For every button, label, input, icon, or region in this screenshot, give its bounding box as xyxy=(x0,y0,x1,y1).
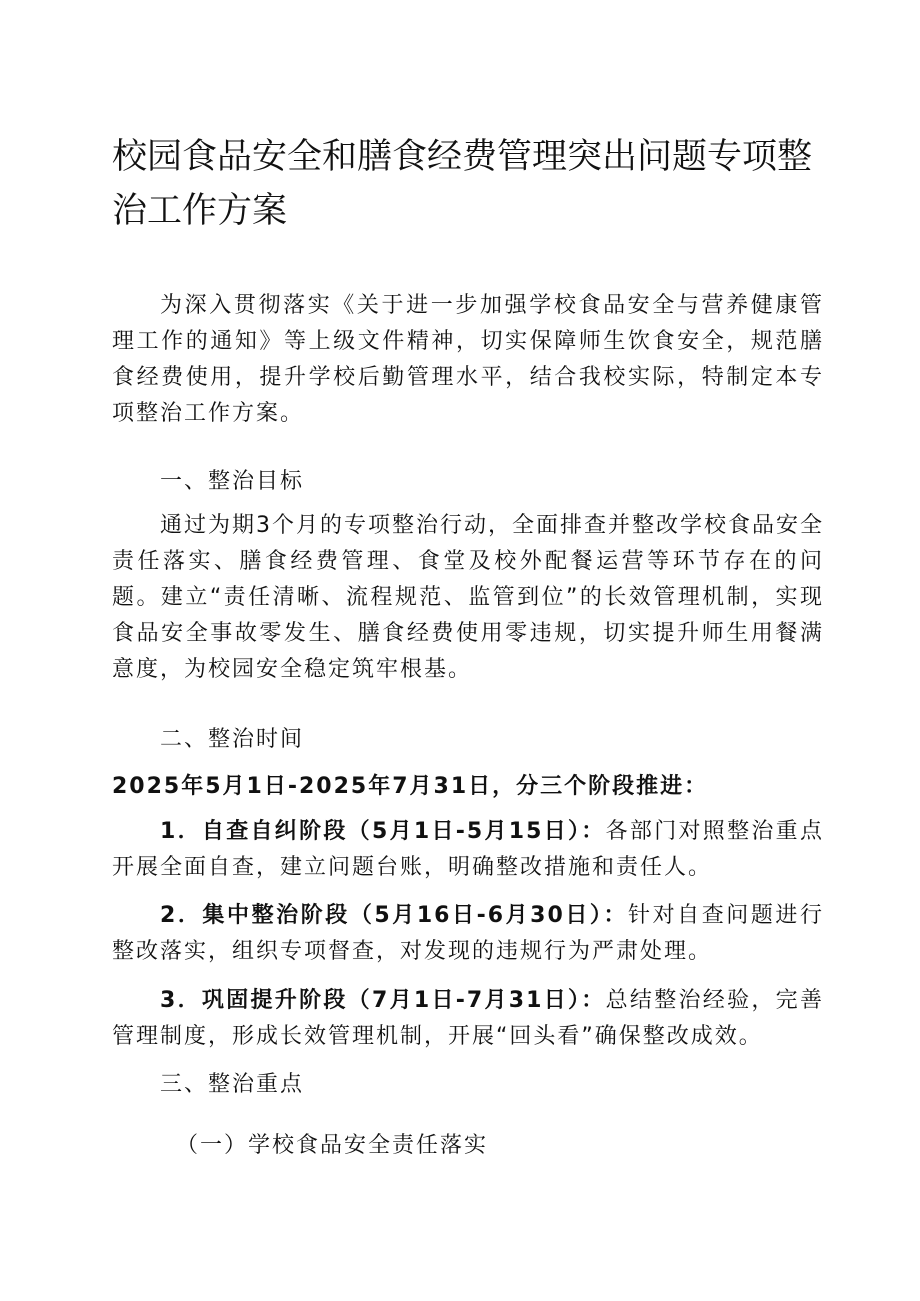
stage-item-3 xyxy=(112,983,824,1055)
document-title: 校园食品安全和膳食经费管理突出问题专项整治工作方案 xyxy=(112,137,813,231)
sub-heading-food-safety: （一）学校食品安全责任落实 xyxy=(176,1133,489,1158)
stage-label-1: 1．自查自纠阶段（5月1日-5月15日）： xyxy=(160,819,606,844)
intro-paragraph: 为深入贯彻落实《关于进一步加强学校食品安全与营养健康管理工作的通知》等上级文件精神，切实保障师生饮食安全，规范膳食经费使用，提升学校后勤管理水平，结合我校实际，特制定本专项整治工作方案。 xyxy=(112,293,824,426)
stage-label-3: 3．巩固提升阶段（7月1日-7月31日）： xyxy=(160,988,606,1013)
stage-text-2: 针对自查问题进行整改落实，组织专项督查，对发现的违规行为严肃处理。 xyxy=(112,903,824,964)
section-heading-focus: 三、整治重点 xyxy=(160,1072,305,1097)
section-heading-time: 二、整治时间 xyxy=(160,727,305,752)
stage-item-1 xyxy=(112,814,824,886)
time-period: 2025年5月1日-2025年7月31日，分三个阶段推进： xyxy=(112,774,709,799)
stage-text-1: 各部门对照整治重点开展全面自查，建立问题台账，明确整改措施和责任人。 xyxy=(112,819,824,880)
section-heading-goals: 一、整治目标 xyxy=(160,469,305,494)
stage-label-2: 2．集中整治阶段（5月16日-6月30日）： xyxy=(160,903,629,928)
stage-item-2 xyxy=(112,898,824,970)
goals-paragraph: 通过为期3个月的专项整治行动，全面排查并整改学校食品安全责任落实、膳食经费管理、食堂及校外配餐运营等环节存在的问题。建立“责任清晰、流程规范、监管到位”的长效管理机制，实现食品安全事故零发生、膳食经费使用零违规，切实提升师生用餐满意度，为校园安全稳定筑牢根基。 xyxy=(112,513,824,682)
stage-text-3: 总结整治经验，完善管理制度，形成长效管理机制，开展“回头看”确保整改成效。 xyxy=(112,988,824,1049)
